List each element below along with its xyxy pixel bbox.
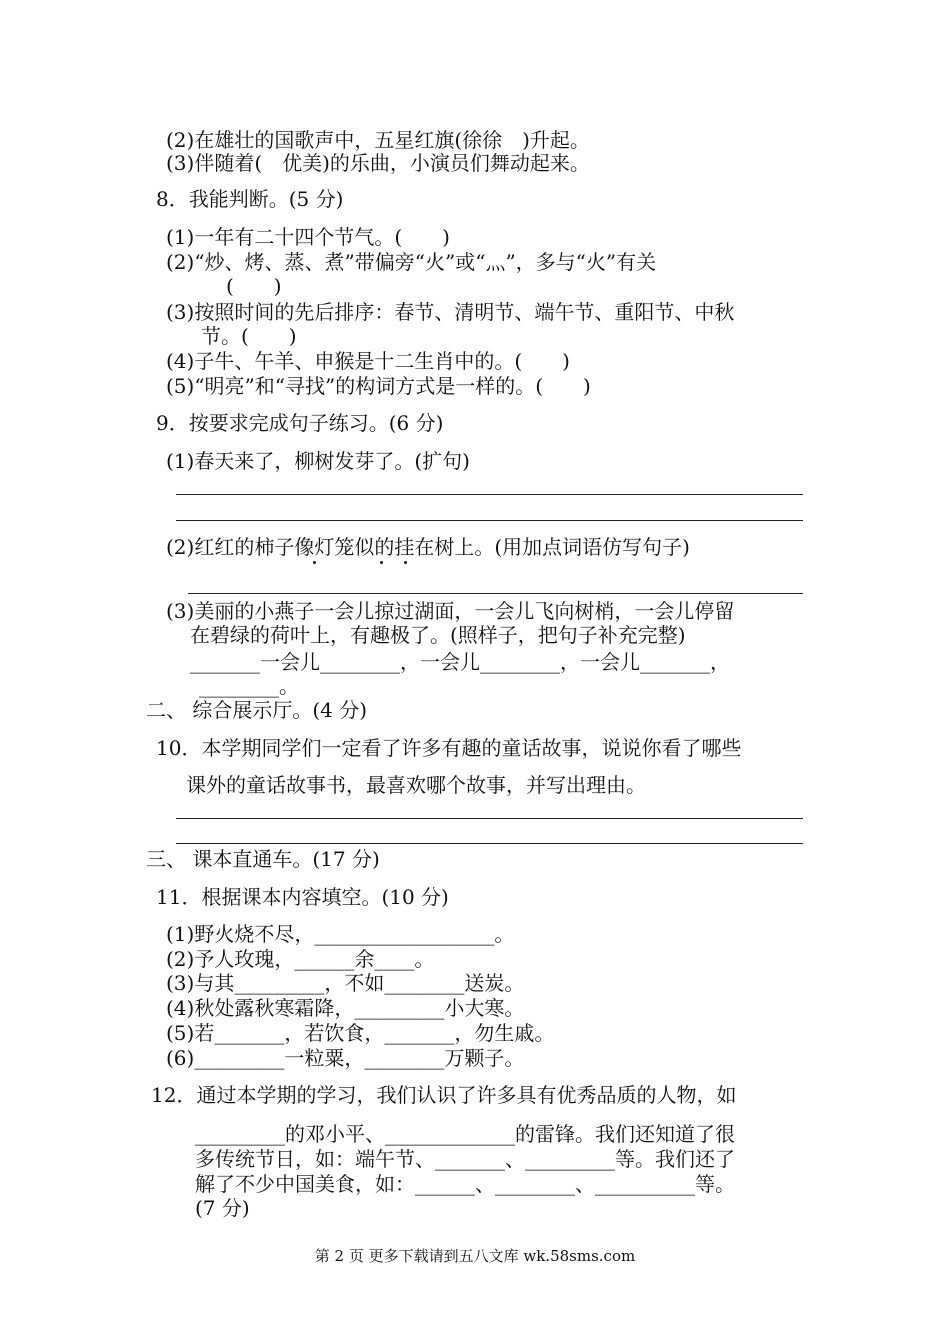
q8-title: 8．我能判断。(5 分) (156, 187, 344, 211)
q7-item-3: (3)伴随着( 优美)的乐曲，小演员们舞动起来。 (166, 151, 590, 175)
q8-item-2-bracket: ( ) (226, 274, 282, 298)
emphasis-dot (404, 561, 407, 564)
q9-item-3-fill-end: ________。 (199, 674, 299, 698)
q11-item-3: (3)与其_________，不如________送炭。 (166, 971, 525, 995)
q12-text-3: 多传统节日，如：端午节、_______、_________等。我们还了 (195, 1147, 735, 1171)
page-footer: 第 2 页 更多下载请到五八文库 wk.58sms.com (314, 1247, 636, 1265)
answer-line (176, 494, 803, 495)
q8-item-1: (1)一年有二十四个节气。( ) (166, 225, 450, 249)
q11-item-1: (1)野火烧不尽，__________________。 (166, 922, 515, 946)
q9-item-3-fill: _______一会儿________，一会儿________，一会儿_______， (190, 650, 730, 674)
q9-item-2: (2)红红的柿子像灯笼似的挂在树上。(用加点词语仿写句子) (166, 535, 690, 559)
q9-item-1: (1)春天来了，柳树发芽了。(扩句) (166, 449, 470, 473)
q10-text: 10．本学期同学们一定看了许多有趣的童话故事，说说你看了哪些 (156, 736, 742, 760)
q11-title: 11．根据课本内容填空。(10 分) (156, 885, 449, 909)
q10-text-cont: 课外的童话故事书，最喜欢哪个故事，并写出理由。 (186, 773, 646, 797)
q8-item-3: (3)按照时间的先后排序：春节、清明节、端午节、重阳节、中秋 (166, 300, 735, 324)
q9-item-3: (3)美丽的小燕子一会儿掠过湖面，一会儿飞向树梢，一会儿停留 (166, 599, 735, 623)
q11-item-6: (6)_________一粒粟，________万颗子。 (166, 1046, 525, 1070)
q8-item-3-cont: 节。( ) (201, 324, 297, 348)
emphasis-dot (380, 561, 383, 564)
q11-item-4: (4)秋处露秋寒霜降，_________小大寒。 (166, 996, 525, 1020)
emphasis-dot (313, 561, 316, 564)
q8-item-2: (2)“炒、烤、蒸、煮”带偏旁“火”或“灬”，多与“火”有关 (166, 250, 657, 274)
answer-line (176, 818, 803, 819)
q11-item-2: (2)予人玫瑰，______余____。 (166, 947, 435, 971)
q8-item-4: (4)子牛、午羊、申猴是十二生肖中的。( ) (166, 349, 570, 373)
q12-text: 12．通过本学期的学习，我们认识了许多具有优秀品质的人物，如 (151, 1083, 737, 1107)
answer-line (188, 593, 803, 594)
section-2-title: 二、 综合展示厅。(4 分) (146, 698, 368, 722)
q12-text-2: _________的邓小平、_____________的雷锋。我们还知道了很 (195, 1122, 735, 1146)
q11-item-5: (5)若_______，若饮食，_______，勿生戚。 (166, 1021, 555, 1045)
q9-item-3-cont: 在碧绿的荷叶上，有趣极了。(照样子，把句子补充完整) (190, 623, 686, 647)
answer-line (176, 520, 803, 521)
q8-item-5: (5)“明亮”和“寻找”的构词方式是一样的。( ) (166, 374, 591, 398)
q12-text-5: (7 分) (195, 1196, 250, 1220)
q7-item-2: (2)在雄壮的国歌声中，五星红旗(徐徐 )升起。 (166, 128, 590, 152)
section-3-title: 三、 课本直通车。(17 分) (146, 847, 380, 871)
q9-title: 9．按要求完成句子练习。(6 分) (156, 411, 444, 435)
answer-line (176, 843, 803, 844)
q12-text-4: 解了不少中国美食，如：______、________、__________等。 (195, 1172, 735, 1196)
